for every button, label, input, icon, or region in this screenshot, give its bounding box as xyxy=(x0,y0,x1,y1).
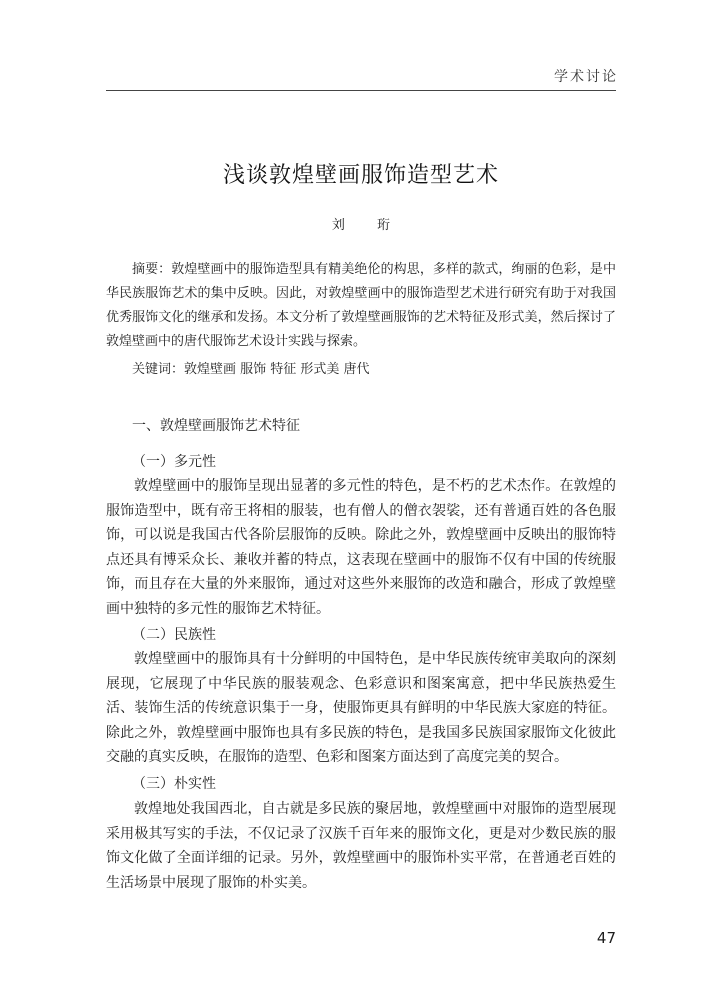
running-header: 学术讨论 xyxy=(554,69,618,85)
article-author: 刘 珩 xyxy=(331,218,405,233)
page-number: 47 xyxy=(596,929,616,947)
paragraph-ethnicity xyxy=(106,647,616,770)
header-rule xyxy=(106,90,616,91)
subheading-diversity: （一）多元性 xyxy=(132,454,216,470)
paragraph-simplicity xyxy=(106,797,616,895)
paragraph-text: 敦煌壁画中的服饰具有十分鲜明的中国特色，是中华民族传统审美取向的深刻展现，它展现了中华民族的服装观念、色彩意识和图案寓意，把中华民族热爱生活、装饰生活的传统意识集于一身，使服饰更具有鲜明的中华民族大家庭的特征。除此之外，敦煌壁画中服饰也具有多民族的特色，是我国多民族国家服饰文化彼此交融的真实反映，在服饰的造型、色彩和图案方面达到了高度完美的契合。 xyxy=(106,651,616,765)
abstract xyxy=(106,258,616,354)
subheading-simplicity: （三）朴实性 xyxy=(132,776,216,792)
paragraph-diversity xyxy=(106,474,616,621)
section-heading: 一、敦煌壁画服饰艺术特征 xyxy=(132,418,300,434)
subheading-ethnicity: （二）民族性 xyxy=(132,627,216,643)
article-title: 浅谈敦煌壁画服饰造型艺术 xyxy=(222,163,499,188)
paragraph-text: 敦煌壁画中的服饰呈现出显著的多元性的特色，是不朽的艺术杰作。在敦煌的服饰造型中，既有帝王将相的服装，也有僧人的僧衣袈裟，还有普通百姓的各色服饰，可以说是我国古代各阶层服饰的反映。除此之外，敦煌壁画中反映出的服饰特点还具有博采众长、兼收并蓄的特点，这表现在壁画中的服饰不仅有中国的传统服饰，而且存在大量的外来服饰，通过对这些外来服饰的改造和融合，形成了敦煌壁画中独特的多元性的服饰艺术特征。 xyxy=(106,478,616,617)
abstract-text: 摘要：敦煌壁画中的服饰造型具有精美绝伦的构思，多样的款式，绚丽的色彩，是中华民族服饰艺术的集中反映。因此，对敦煌壁画中的服饰造型艺术进行研究有助于对我国优秀服饰文化的继承和发扬。本文分析了敦煌壁画服饰的艺术特征及形式美，然后探讨了敦煌壁画中的唐代服饰艺术设计实践与探索。 xyxy=(106,262,616,349)
keywords: 关键词：敦煌壁画 服饰 特征 形式美 唐代 xyxy=(132,362,370,377)
paragraph-text: 敦煌地处我国西北，自古就是多民族的聚居地，敦煌壁画中对服饰的造型展现采用极其写实的手法，不仅记录了汉族千百年来的服饰文化，更是对少数民族的服饰文化做了全面详细的记录。另外，敦煌壁画中的服饰朴实平常，在普通老百姓的生活场景中展现了服饰的朴实美。 xyxy=(106,801,616,891)
